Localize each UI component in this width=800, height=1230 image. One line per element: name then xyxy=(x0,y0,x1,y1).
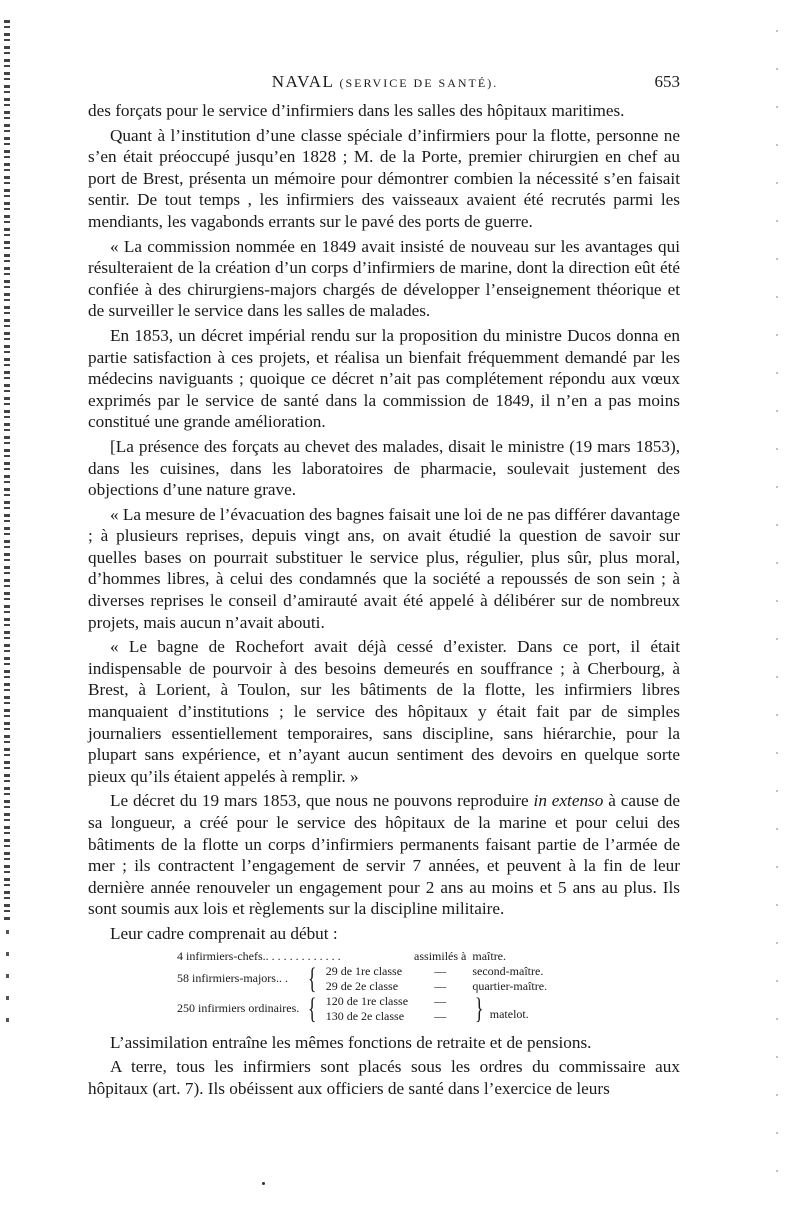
cadre-cell: second-maître. xyxy=(472,963,544,978)
cadre-row xyxy=(174,994,550,1009)
cadre-cell: 29 de 2e classe xyxy=(325,978,399,993)
cadre-cell: 250 infirmiers ordinaires. xyxy=(177,1001,300,1016)
ink-dot xyxy=(262,1182,265,1185)
decree-paragraph xyxy=(88,790,680,920)
running-title-main: NAVAL xyxy=(271,72,334,91)
running-header xyxy=(90,72,680,96)
decree-text-after: à cause de sa longueur, a créé pour le service des hôpitaux de la marine et pour celui des bâtiments de la flotte un corps d’infirmiers permanents faisant partie de l’armée de mer ; ils contractent l’engagement de servir 7 années, et peuvent à la fin de leur dernière année renouveler un engagement pour 2 ans au moins et 5 ans au plus. Ils sont soumis aux lois et règlements sur la discipline militaire. xyxy=(88,791,680,919)
page-number: 653 xyxy=(654,72,680,91)
body-text xyxy=(88,100,680,1102)
binding-edge xyxy=(4,20,10,920)
cadre-cell: 29 de 1re classe xyxy=(325,963,403,978)
brace: { xyxy=(308,961,317,995)
paragraph: « La mesure de l’évacuation des bagnes faisait une loi de ne pas différer davantage ; à plusieurs reprises, depuis vingt ans, on avait étudié la question de savoir sur quelles bases on pourrait substituer le service plus, régulier, plus sûr, plus moral, d’hommes libres, à celui des condamnés que la société a repoussés de son sein ; à diverses reprises le conseil d’amirauté avait été appelé à délibérer sur de nombreux projets, mais aucun n’avait abouti. xyxy=(88,504,680,632)
cadre-row xyxy=(174,949,550,964)
cadre-dash: — xyxy=(434,1008,447,1023)
decree-italic: in extenso xyxy=(533,791,604,811)
paragraph: Quant à l’institution d’une classe spéciale d’infirmiers pour la flotte, personne ne s’en était préoccupé jusqu’en 1828 ; M. de la Porte, premier chirurgien en chef au port de Brest, présenta un mémoire pour démontrer combien la nécessité s’en faisait sentir. De tout temps , les infirmiers des vaisseaux avaient été recrutés parmi les mendiants, les vagabonds errants sur le pavé des ports de guerre. xyxy=(88,125,680,231)
cadre-dash: — xyxy=(434,993,447,1008)
cadre-cell: 58 infirmiers-majors.. . xyxy=(177,971,288,986)
cadre-cell: } matelot. xyxy=(475,991,529,1025)
paragraph: L’assimilation entraîne les mêmes fonctions de retraite et de pensions. xyxy=(110,1032,592,1052)
paragraph: des forçats pour le service d’infirmiers dans les salles des hôpitaux maritimes. xyxy=(88,101,625,120)
paragraph: « Le bagne de Rochefort avait déjà cessé d’exister. Dans ce port, il était indispensable de pourvoir à des besoins demeurés en souffrance ; à Cherbourg, à Brest, à Lorient, à Toulon, sur les bâtiments de la flotte, les infirmiers libres manquaient d’institutions ; le service des hôpitaux y était fait par de simples journaliers essentiellement temporaires, sans discipline, sans hiérarchie, pour la plupart sans expérience, et n’ayant aucun sentiment des devoirs en quelque sorte pieux qu’ils étaient appelés à remplir. » xyxy=(88,637,680,786)
paragraph: [La présence des forçats au chevet des malades, disait le ministre (19 mars 1853), dans les cuisines, dans les laboratoires de pharmacie, soulevait justement des objections d’une nature grave. xyxy=(88,436,680,500)
cadre-dash: — xyxy=(434,963,447,978)
cadre-intro: Leur cadre comprenait au début : xyxy=(110,923,338,943)
cadre-cell: 120 de 1re classe xyxy=(325,993,409,1008)
running-title xyxy=(90,72,680,92)
cadre-cell: 130 de 2e classe xyxy=(325,1008,405,1023)
cadre-row xyxy=(174,964,550,979)
cadre-rank: matelot. xyxy=(489,1006,529,1021)
brace: { xyxy=(308,991,317,1025)
cadre-dash: — xyxy=(434,978,447,993)
paragraph: « La commission nommée en 1849 avait insisté de nouveau sur les avantages qui résulteraient de la création d’un corps d’infirmiers de marine, dont la direction eût été confiée à des chirurgiens-majors chargés de développer l’enseignement théorique et de surveiller le service dans les salles de malades. xyxy=(88,236,680,321)
cadre-cell: quartier-maître. xyxy=(472,978,548,993)
page-edge-specks xyxy=(776,30,778,1190)
paragraph: En 1853, un décret impérial rendu sur la proposition du ministre Ducos donna en partie satisfaction à ces projets, et réalisa un bienfait fréquemment demandé par les médecins naviguants ; quoique ce décret n’ait pas complétement répondu aux vœux exprimés par le service de santé dans la commission de 1849, il n’en a pas moins constitué une grande amélioration. xyxy=(88,325,680,432)
cadre-cell: maître. xyxy=(472,948,507,963)
cadre-cell: 4 infirmiers-chefs.. . . . . . . . . . . . . xyxy=(177,948,341,963)
cadre-cell: assimilés à xyxy=(414,948,467,963)
cadre-table xyxy=(174,949,550,1024)
running-title-sub: (SERVICE DE SANTÉ). xyxy=(339,76,499,90)
paragraph: A terre, tous les infirmiers sont placés sous les ordres du commissaire aux hôpitaux (art. 7). Ils obéissent aux officiers de santé dans l’exercice de leurs xyxy=(88,1057,680,1098)
decree-text-before: Le décret du 19 mars 1853, que nous ne pouvons reproduire xyxy=(110,791,534,811)
binding-edge-marks xyxy=(6,930,9,1040)
